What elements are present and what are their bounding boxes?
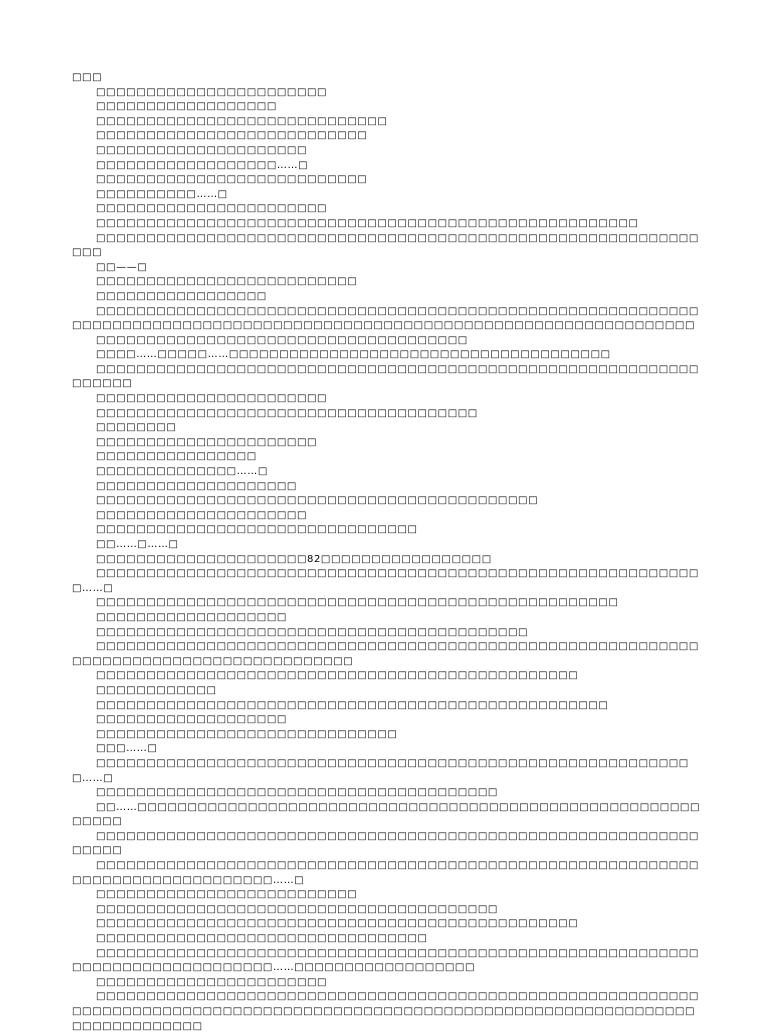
paragraph: □□□□□□□□□□□□□□□□□□□□□□□□□□□□□□□□□□□□□□□□□□□□□□□□□□□□□□ xyxy=(96,217,639,229)
document-page xyxy=(72,71,702,1034)
paragraph: □□□□□□□□□□……□ xyxy=(96,188,228,200)
paragraph: □□……□……□ xyxy=(96,539,179,550)
paragraph: □□□□□□□□□□□□□□□□□□□□□□□□□□□□□□□□□□□□□□□□ xyxy=(96,903,498,915)
paragraph: □□□□□□□□□□□□□□□□□□□□□□□□□□□□□□□□□□□□□□□□□□□□□□□□□□□□□□□□□□□□……□ xyxy=(72,757,689,784)
paragraph: □□□□□□□□□□□□□□□□□□□□□□□□□□□□□□□□□□□□□□□□□□□ xyxy=(96,626,529,638)
paragraph: □□□□□□□□ xyxy=(96,422,177,434)
paragraph: □□□□□□□□□□□□□□□□□□□□□□□□□□□□□□□□□□□□□□□□□□□□□□□□ xyxy=(96,670,579,682)
paragraph: □□□□□□□□□□□□□□□□□□□□□□□□□□ xyxy=(96,276,358,288)
paragraph: □□□□□□□□□□□□□□□□□□□□□□□□□□□□□□ xyxy=(96,728,398,740)
paragraph: □□□□□□□□□□□□□□□□ xyxy=(96,451,257,463)
paragraph: □□□□□□□□□□□□□□□□□□□□□□□□□□□ xyxy=(96,130,368,142)
paragraph: □□□□□□□□□□□□□□□□□□……□ xyxy=(96,159,309,171)
paragraph: □□□□□□□□□□□□ xyxy=(96,684,217,696)
paragraph: □□……□□□□□□□□□□□□□□□□□□□□□□□□□□□□□□□□□□□□□□□□□□□□□□□□□□□□□□□□□□□□□ xyxy=(72,801,700,828)
paragraph: □□□□□□□□□□□□□□□□□□□□□□□ xyxy=(96,86,328,98)
paragraph: □□□□□□□□□□□□□□□□□□□□□□□□□□□ xyxy=(96,174,368,186)
paragraph: □□□□□□□□□□□□□□□□□□□□□□□ xyxy=(96,976,328,988)
page-title: □□□ xyxy=(72,72,103,83)
paragraph: □□□□□□□□□□□□□□□□□□□□□□□□□□□□□□□□□□□□□□□□□□□□□□□□□□□□□□□□□□□□□……□ xyxy=(72,568,699,594)
paragraph: □□□□□□□□□□□□□□□□□□□□□□□□□□□□□□□□□□□□□□□□□□□□□□□□□□□□□□□□□□□□□□□□□□□□□□□□□□□□□□□□……□□□□□□□□□□□□□□□□□□ xyxy=(72,947,699,974)
paragraph: □□□□□□□□□□□□□□□□□□□□□□□□□□□□□□□□□□□□□□□□ xyxy=(96,787,498,799)
paragraph: □□□□□□□□□□□□□□□□□ xyxy=(96,290,267,302)
paragraph: □□□□□□□□□□□□□□□□□□□□□□□□□□□□□□□□□□□□□□□□□□□□□□□□□□□□□□□□□□□□□□□ xyxy=(72,232,699,259)
paragraph: □□□□□□□□□□□□□□□□□□□□□□□□□□□□□□□□□□□□□□□□□□□□□□□□□□□□ xyxy=(96,597,619,609)
paragraph: □□□□□□□□□□□□□□□□□□ xyxy=(96,101,277,113)
paragraph: □□□□□□□□□□□□□□□□□□□□□□□□□□□□□□□□□□□□□□ xyxy=(96,407,478,419)
paragraph: □□□□□□□□□□□□□□□□□□□□□□□□□□□□□□□□□□□□□□□□□□□□□□□□□□□□□□□□□□□□□□□□□□ xyxy=(72,363,699,390)
paragraph: □□□□□□□□□□□□□□□□□□□□□□□□□□□□□□□□□□□□□□□□□□□□□□□□ xyxy=(96,918,579,930)
paragraph: □□□□□□□□□□□□□□□□□□□□□82□□□□□□□□□□□□□□□□□ xyxy=(96,553,492,565)
paragraph: □□□□□□□□□□□□□□□□□□□□□□□□□□□□□□□□ xyxy=(96,524,418,536)
paragraph: □□□□□□□□□□□□□□□□□□□□□□□□□□□□□□□□□□□□□ xyxy=(96,334,468,346)
paragraph: □□□□□□□□□□□□□□□□□□□□□□□□□□□□□□□□□ xyxy=(96,933,428,945)
paragraph: □□□□□□□□□□□□□□□□□□□□□□□□□□□□□□□□□□□□□□□□□□□□□□□□□□□□□□□□□□□□□□□□□□□□□□□□□□□□□□□□□□□□□□□□ xyxy=(72,641,699,667)
paragraph: □□□□□□□□□□□□□□□□□□□□□□□□□□□□□□□□□□□□□□□□□□□□□□□□□□□ xyxy=(96,699,609,711)
paragraph: □□□□□□□□□□□□□□□□□□□□□□□□□□□□□□□□□□□□□□□□□□□□□□□□□□□□□□□□□□□□□□□□□□□□□□□□□□□□□□□□□□□□□□□□□□□□□□□□□□□□□□□□□□□□□□□□□□□□□□□□□□□□□□□□□□□□□□□ xyxy=(72,991,699,1032)
paragraph: □□□□□□□□□□□□□□□□□□□□□□□□□□□□□□□□□□□□□□□□□□□□□□□□□□□□□□□□□□□□□□□□□ xyxy=(72,830,699,857)
paragraph: □□□□□□□□□□□□□□□□□□□ xyxy=(96,611,287,623)
paragraph: □□□□□□□□□□□□□□□□□□□□□□□□□□□□□□□□□□□□□□□□□□□□□□□□□□□□□□□□□□□□□□□□□□□□□□□□□□□□□□□□……□ xyxy=(72,860,699,886)
paragraph: □□□□□□□□□□□□□□□□□□□□□□ xyxy=(96,436,318,448)
paragraph: □□□□……□□□□□……□□□□□□□□□□□□□□□□□□□□□□□□□□□□□□□□□□□□□□ xyxy=(96,349,611,361)
paragraph: □□□□□□□□□□□□□□□□□□□□□ xyxy=(96,144,308,156)
paragraph: □□□□□□□□□□□□□□□□□□□□□□□ xyxy=(96,203,328,215)
paragraph: □□□□□□□□□□□□□□□□□□□□□□□ xyxy=(96,393,328,405)
paragraph: □□□□□□□□□□□□□□□□□□□□□ xyxy=(96,509,308,521)
paragraph: □□□□□□□□□□□□□□□□□□□□□□□□□□□□□□□□□□□□□□□□□□□□ xyxy=(96,495,539,507)
document-body xyxy=(72,86,702,1034)
paragraph: □□□□□□□□□□□□□□□□□□□□ xyxy=(96,480,297,492)
paragraph: □□□□□□□□□□□□□□□□□□□□□□□□□□ xyxy=(96,889,358,901)
paragraph: □□——□ xyxy=(96,261,148,273)
paragraph: □□□……□ xyxy=(96,743,158,755)
paragraph: □□□□□□□□□□□□□□□□□□□□□□□□□□□□□□□□□□□□□□□□□□□□□□□□□□□□□□□□□□□□□□□□□□□□□□□□□□□□□□□□□□□□□□□□□□□□□□□□□□□□□□□□□□□□□□□□□□□□□□□□□□ xyxy=(72,305,699,332)
paragraph: □□□□□□□□□□□□□□□□□□□□□□□□□□□□□ xyxy=(96,115,388,127)
paragraph: □□□□□□□□□□□□□□□□□□□ xyxy=(96,714,287,726)
paragraph: □□□□□□□□□□□□□□……□ xyxy=(96,466,268,478)
